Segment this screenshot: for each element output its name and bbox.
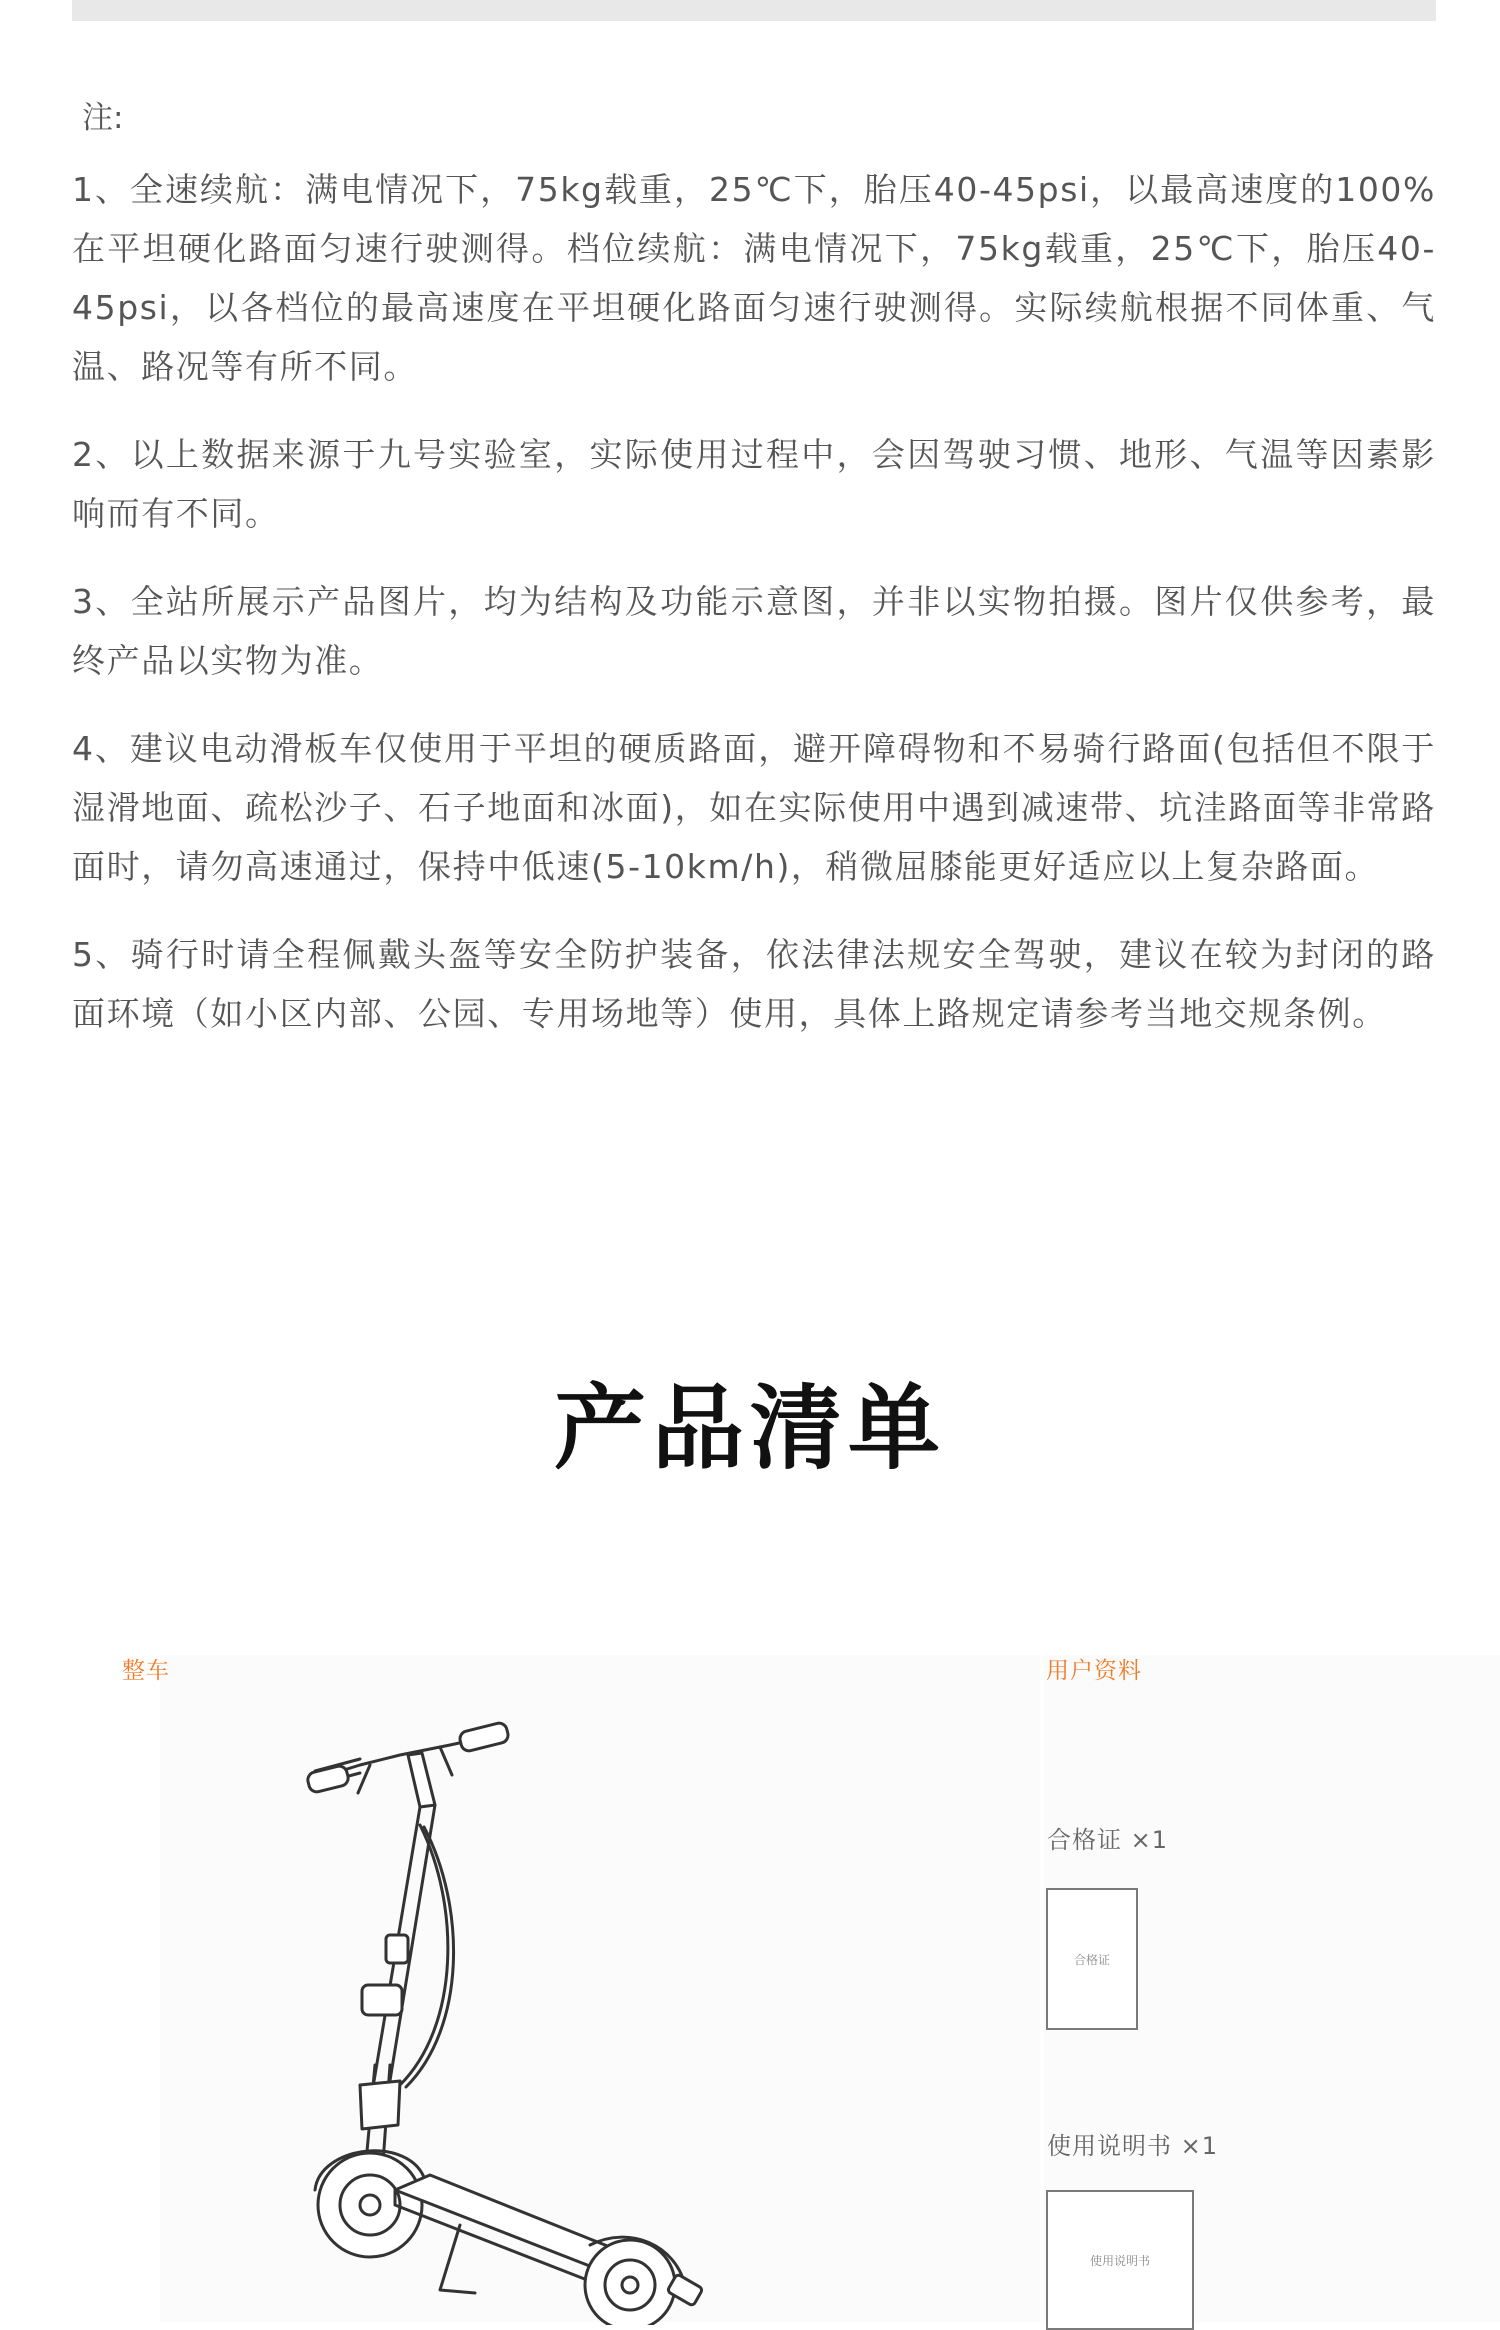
top-divider-bar: [72, 0, 1436, 21]
note-item-1: 1、全速续航：满电情况下，75kg载重，25℃下，胎压40-45psi，以最高速度的100%在平坦硬化路面匀速行驶测得。档位续航：满电情况下，75kg载重，25℃下，胎压40-45psi，以各档位的最高速度在平坦硬化路面匀速行驶测得。实际续航根据不同体重、气温、路况等有所不同。: [72, 170, 1436, 386]
notes-section: [72, 88, 1436, 1072]
notes-label: 注:: [82, 100, 124, 136]
user-docs-label: 用户资料: [1046, 1658, 1142, 1684]
manual-card-text: 使用说明书: [1089, 2253, 1150, 2268]
manual-caption: 使用说明书 ×1: [1047, 2132, 1219, 2160]
certificate-caption: 合格证 ×1: [1047, 1826, 1169, 1854]
section-title: 产品清单: [553, 1375, 946, 1482]
scooter-illustration-icon: [300, 1685, 720, 2325]
note-item-5: 5、骑行时请全程佩戴头盔等安全防护装备，依法律法规安全驾驶，建议在较为封闭的路面环境（如小区内部、公园、专用场地等）使用，具体上路规定请参考当地交规条例。: [72, 935, 1436, 1033]
certificate-card-icon: [1046, 1888, 1138, 2030]
whole-vehicle-label: 整车: [122, 1658, 170, 1684]
note-item-2: 2、以上数据来源于九号实验室，实际使用过程中，会因驾驶习惯、地形、气温等因素影响而有不同。: [72, 435, 1436, 533]
certificate-card-text: 合格证: [1073, 1952, 1110, 1967]
note-item-4: 4、建议电动滑板车仅使用于平坦的硬质路面，避开障碍物和不易骑行路面(包括但不限于湿滑地面、疏松沙子、石子地面和冰面)，如在实际使用中遇到减速带、坑洼路面等非常路面时，请勿高速通过，保持中低速(5-10km/h)，稍微屈膝能更好适应以上复杂路面。: [72, 729, 1436, 886]
manual-card-icon: [1046, 2190, 1194, 2330]
note-item-3: 3、全站所展示产品图片，均为结构及功能示意图，并非以实物拍摄。图片仅供参考，最终产品以实物为准。: [72, 582, 1436, 680]
